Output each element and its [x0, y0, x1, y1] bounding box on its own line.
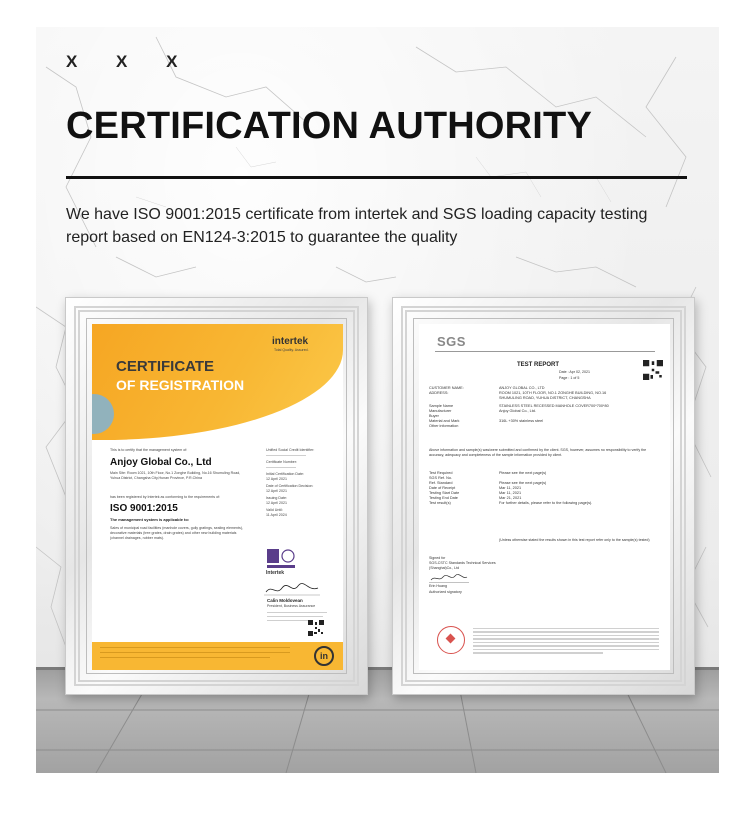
signer-role: Authorized signatory [429, 590, 462, 594]
description-text: We have ISO 9001:2015 certificate from intertek and SGS loading capacity testing report based on EN124-3:2015 to guarantee the quality [66, 206, 648, 246]
ukas-accreditation-icon [266, 548, 296, 570]
sgs-logo: SGS [437, 334, 466, 349]
test-report-frame [392, 297, 695, 695]
issuing-label: Issuing Date: [266, 496, 287, 500]
iso-certificate [92, 324, 343, 670]
scope-text: Sales of municipal road facilities (manhole covers, gully gratings, sealing elements), decorative materials (tree grates, drain grates) and other new building materials (channel drainages, rubber mats). [110, 526, 244, 540]
report-field-value: For further details, please refer to the following page(s). [499, 501, 593, 505]
result-note: (Unless otherwise stated the results shown in this test report refer only to the sample(s) tested) [499, 538, 650, 542]
title-divider [66, 176, 687, 179]
certificate-title: CERTIFICATE [116, 358, 215, 375]
report-field-label: CUSTOMER NAME: [429, 386, 464, 390]
report-field-value: Mar 11, 2021 [499, 491, 522, 495]
report-field-value: Anjoy Global Co., Ltd. [499, 409, 536, 413]
decorative-marks: X X X [66, 52, 195, 71]
registered-text: has been registered by Intertek as conforming to the requirements of: [110, 495, 221, 499]
report-title: TEST REPORT [517, 362, 560, 368]
decision-label: Date of Certification Decision: [266, 484, 314, 488]
report-field-label: Test Required [429, 471, 453, 475]
report-field-value: STAINLESS STEEL RECESSED MANHOLE COVER700*700*80 [499, 404, 609, 408]
cert-number-label: Certificate Number: [266, 460, 297, 464]
report-field-value: ANJOY GLOBAL CO., LTD [499, 386, 545, 390]
company-name: Anjoy Global Co., Ltd [110, 457, 212, 468]
signatory-role: President, Business Assurance [267, 604, 316, 608]
report-field-label: Ref. Standard [429, 481, 453, 485]
report-field-label: ADDRESS: [429, 391, 449, 395]
report-field-label: Manufacturer [429, 409, 452, 413]
report-field-label: Testing End Date [429, 496, 458, 500]
certificate-frame [65, 297, 368, 695]
signature-image [264, 582, 320, 596]
report-page: Page : 1 of 5 [559, 376, 580, 380]
report-field-label: SGS Ref. No. [429, 476, 453, 480]
page-title: CERTIFICATION AUTHORITY [66, 105, 593, 147]
company-address: Main Site: Room 1021, 10th Floor, No.1 Zonghe Building, No.16 Shumuling Road, Yuhua District, Changsha City,Hunan Province, P.R.China [110, 471, 241, 480]
report-qr-code-icon [643, 360, 663, 380]
certificate-subtitle: OF REGISTRATION [116, 377, 245, 393]
signed-for-label: Signed for [429, 556, 446, 560]
signatory-name: Calin Moldovean [267, 598, 303, 603]
intertek-logo: intertek [272, 336, 309, 347]
scope-label: The management system is applicable to: [110, 517, 190, 522]
report-fine-print [473, 628, 659, 656]
report-field-label: Other information [429, 424, 459, 428]
valid-date: 11 April 2024 [266, 513, 287, 517]
report-field-value: 316L +30% stainless steel [499, 419, 544, 423]
qr-code-icon [308, 620, 324, 636]
report-date: Date : Apr 02, 2021 [559, 370, 590, 374]
report-field-label: Material and Mark [429, 419, 460, 423]
report-field-label: Testing Start Date [429, 491, 460, 495]
signer-name: Erin Huang [429, 584, 447, 588]
report-field-value: Mar 11, 2021 [499, 486, 522, 490]
in-logo-icon: in [314, 646, 334, 666]
official-stamp-icon [437, 626, 465, 654]
report-field-value: SHUMULING ROAD, YUHUA DISTRICT, CHANGSHA [499, 396, 591, 400]
initial-date-label: Initial Certification Date: [266, 472, 304, 476]
valid-label: Valid Until: [266, 508, 283, 512]
report-field-label: Test result(s) [429, 501, 451, 505]
background-scene [36, 27, 719, 773]
initial-date: 12 April 2021 [266, 477, 287, 481]
report-field-value: Mar 21, 2021 [499, 496, 522, 500]
decision-date: 12 April 2021 [266, 489, 287, 493]
report-signature-image [429, 573, 469, 583]
report-field-value: Please see the next page(s) [499, 471, 547, 475]
intertek-accreditation-mark: Intertek [266, 570, 285, 576]
report-field-label: Sample Name [429, 404, 454, 408]
intertek-tagline: Total Quality. Assured. [274, 348, 309, 352]
report-header-rule [435, 351, 655, 352]
report-field-value: Please see the next page(s) [499, 481, 547, 485]
report-notice: Above information and sample(s) was/were submitted and confirmed by the client. SGS, however, assumes no responsibility to verify the accuracy, adequacy and completeness of the sample information provided by client. [429, 448, 647, 457]
certify-text: This is to certify that the management system of: [110, 448, 188, 452]
issuing-date: 12 April 2021 [266, 501, 287, 505]
signed-entity: SGS-CSTC Standards Technical Services (Shanghai)Co., Ltd [429, 561, 496, 570]
report-field-label: Date of Receipt [429, 486, 456, 490]
iso-standard: ISO 9001:2015 [110, 503, 178, 514]
report-field-label: Buyer [429, 414, 439, 418]
sgs-test-report [419, 324, 670, 670]
report-field-value: ROOM 1021, 10TH FLOOR, NO.1 ZONGHE BUILDING, NO.16 [499, 391, 607, 395]
credit-label: Unified Social Credit Identifier: [266, 448, 315, 452]
